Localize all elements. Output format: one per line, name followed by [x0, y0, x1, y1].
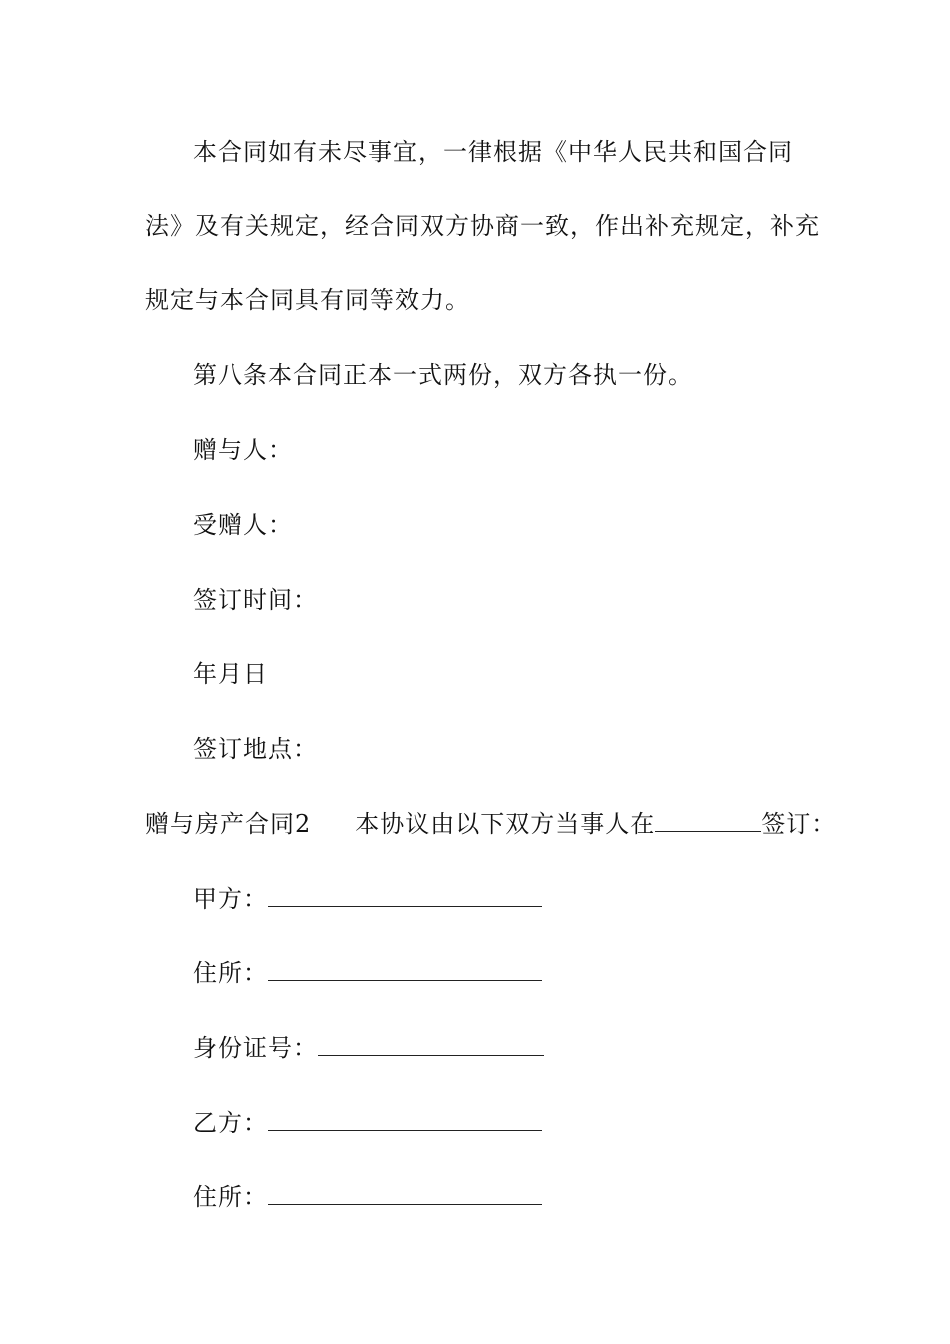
party-b-address-line — [193, 1182, 542, 1212]
party-a-address-blank[interactable] — [268, 960, 542, 981]
contract2-heading-line — [145, 809, 836, 839]
party-a-address-label: 住所： — [193, 959, 268, 987]
donor-label: 赠与人： — [193, 436, 293, 464]
party-a-label: 甲方： — [193, 885, 268, 913]
article-8: 第八条本合同正本一式两份，双方各执一份。 — [193, 361, 693, 389]
party-a-line — [193, 884, 542, 914]
party-b-blank[interactable] — [268, 1110, 542, 1131]
contract2-title: 赠与房产合同2 — [145, 810, 312, 838]
contract2-intro: 本协议由以下双方当事人在 — [355, 810, 656, 838]
party-b-address-blank[interactable] — [268, 1184, 542, 1205]
id-number-label: 身份证号： — [193, 1034, 318, 1062]
date-label: 年月日 — [193, 660, 268, 688]
id-number-line — [193, 1033, 544, 1063]
party-b-label: 乙方： — [193, 1109, 268, 1137]
para1-line1: 本合同如有未尽事宜，一律根据《中华人民共和国合同 — [193, 138, 793, 166]
party-a-address-line — [193, 958, 542, 988]
party-b-address-label: 住所： — [193, 1183, 268, 1211]
para1-line3: 规定与本合同具有同等效力。 — [145, 286, 470, 314]
sign-time-label: 签订时间： — [193, 586, 318, 614]
sign-place-blank[interactable] — [655, 811, 761, 832]
donee-label: 受赠人： — [193, 511, 293, 539]
contract2-intro-end: 签订： — [761, 810, 837, 838]
party-a-blank[interactable] — [268, 886, 542, 907]
party-b-line — [193, 1108, 542, 1138]
id-number-blank[interactable] — [318, 1035, 544, 1056]
para1-line2: 法》及有关规定，经合同双方协商一致，作出补充规定，补充 — [145, 212, 820, 240]
sign-place-label: 签订地点： — [193, 735, 318, 763]
